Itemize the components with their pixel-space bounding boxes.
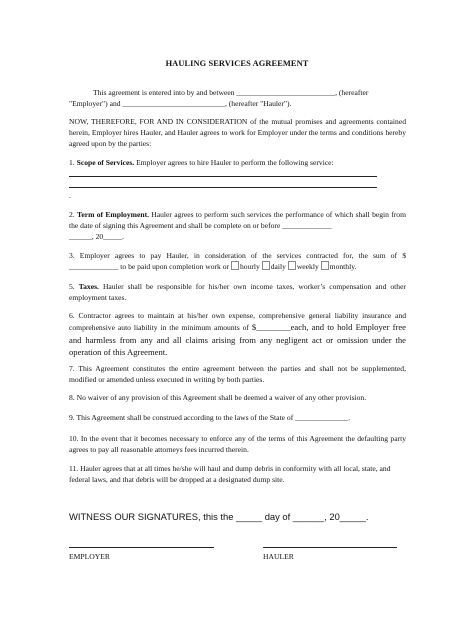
hourly-label: hourly [240,262,260,272]
witness-line: WITNESS OUR SIGNATURES, this the _____ day of ______, 20_____. [69,511,369,522]
scope-blank-line-2[interactable] [69,187,377,188]
scope-text: Employer agrees to hire Hauler to perform the following service: [134,158,334,167]
payment-line-2-text: _____________ to be paid upon completion work or [69,262,230,272]
attorneys-fees-paragraph: 10. In the event that it becomes necessary to enforce any of the terms of this Agreement the defaulting party agrees to pay all reasonable attorneys fees incurred therein. [69,434,406,455]
hourly-checkbox[interactable] [231,261,239,270]
insurance-paragraph [69,310,406,358]
employer-label: EMPLOYER [69,552,110,561]
entire-agreement-paragraph: 7. This Agreement constitutes the entire agreement between the parties and shall not be supplemented, modified or amended unless executed in writing by both parties. [69,364,406,385]
employer-signature-line[interactable] [69,547,214,548]
waiver-paragraph: 8. No waiver of any provision of this Agreement shall be deemed a waiver of any other provision. [69,393,367,402]
intro-line-2: "Employer") and ___________________________, (hereafter "Hauler"). [69,99,292,109]
term-number: 2. [69,210,75,219]
intro-line-1: This agreement is entered into by and between __________________________, (hereafter [93,88,369,97]
monthly-label: monthly. [329,262,357,272]
scope-number: 1. [69,158,75,167]
weekly-checkbox[interactable] [288,261,296,270]
term-heading: Term of Employment. [77,210,149,219]
payment-line-1: 3. Employer agrees to pay Hauler, in consideration of the services contracted for, the sum of $ [69,251,406,260]
taxes-heading: Taxes. [78,282,99,291]
daily-label: daily [270,262,286,272]
document-title: HAULING SERVICES AGREEMENT [165,59,309,68]
debris-disposal-paragraph: 11. Hauler agrees that at all times he/she will haul and dump debris in conformity with all local, state, and federal laws, and that debris will be dropped at a designated dump site. [69,464,391,485]
scope-heading: Scope of Services. [76,158,135,167]
payment-paragraph [69,250,406,272]
intro-paragraph [69,87,406,109]
taxes-text: Hauler shall be responsible for his/her own income taxes, worker’s compensation and other employment taxes. [69,282,406,303]
daily-checkbox[interactable] [262,261,270,270]
preamble-paragraph: NOW, THEREFORE, FOR AND IN CONSIDERATION of the mutual promises and agreements contained herein, Employer hires Hauler, and Hauler agrees to work for Employer under the terms and conditions hereby agreed upon by the parties: [69,117,406,149]
hauler-label: HAULER [263,552,294,561]
insurance-tail: $________each, and to hold Employer free and harmless from any and all claims arising from any negligent act or omission under the operation of this Agreement. [69,322,406,358]
scope-blank-line-1[interactable] [69,176,377,177]
governing-law-paragraph: 9. This Agreement shall be construed according to the laws of the State of ______________. [69,413,351,422]
term-date-line: ______, 20_____. [69,232,125,241]
scope-dot: . [69,191,71,200]
insurance-text: 6. Contractor agrees to maintain at his/her own expense, comprehensive general liability insurance and comprehensive auto liability in the minimum amounts of [69,311,406,333]
weekly-label: weekly [296,262,319,272]
term-text: Hauler agrees to perform such services the performance of which shall begin from the date of signing this Agreement and shall be complete on or before _____________ [69,210,406,231]
scope-of-services-paragraph [69,157,406,168]
term-of-employment-paragraph [69,209,406,231]
hauler-signature-line[interactable] [263,547,397,548]
taxes-number: 5. [69,282,75,291]
taxes-paragraph [69,281,406,303]
monthly-checkbox[interactable] [321,261,329,270]
payment-line-2 [69,261,406,272]
